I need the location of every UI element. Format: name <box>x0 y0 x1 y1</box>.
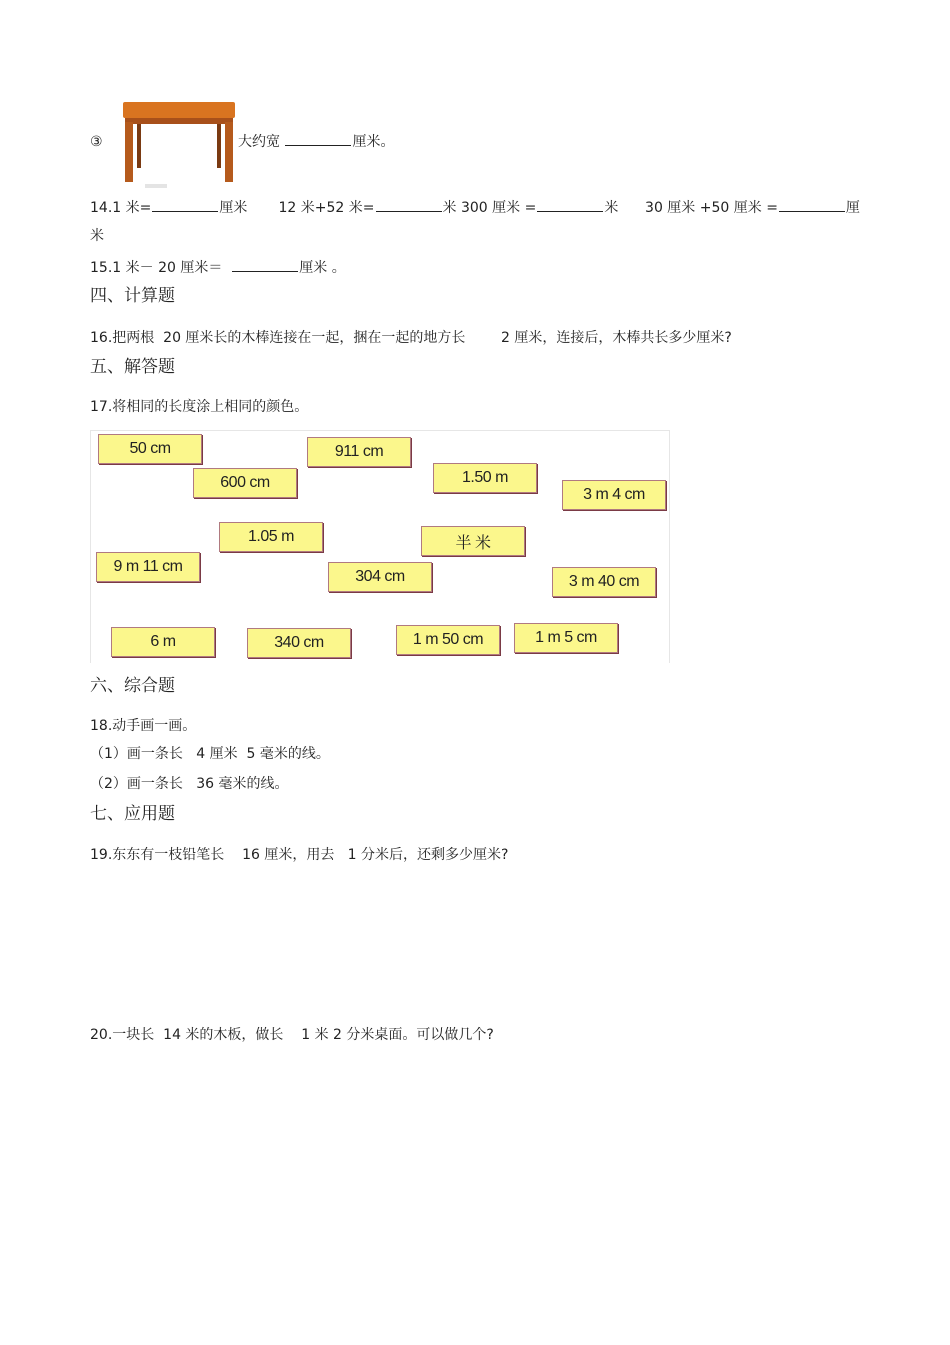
desk-image <box>121 102 237 188</box>
length-cards-figure <box>90 430 670 663</box>
section-heading: 六、综合题 <box>90 676 175 696</box>
answer-blank[interactable] <box>537 199 603 212</box>
answer-blank[interactable] <box>376 199 442 212</box>
question-14 <box>90 199 860 217</box>
text: 15.1 米－ 20 厘米＝ <box>90 260 223 276</box>
question-17: 17.将相同的长度涂上相同的颜色。 <box>90 399 309 415</box>
text: 14.1 米= <box>90 200 152 216</box>
text: 厘 <box>845 200 860 216</box>
question-marker: ③ <box>90 134 103 150</box>
length-card[interactable]: 304 cm <box>328 562 432 592</box>
length-card[interactable]: 3 m 40 cm <box>552 567 656 597</box>
section-heading: 五、解答题 <box>90 357 175 377</box>
length-card[interactable]: 6 m <box>111 627 215 657</box>
length-card[interactable]: 1 m 50 cm <box>396 625 500 655</box>
answer-blank[interactable] <box>232 259 298 272</box>
text: 厘米 。 <box>299 260 346 276</box>
answer-blank[interactable] <box>285 133 351 146</box>
length-card[interactable]: 1.50 m <box>433 463 537 493</box>
section-heading: 七、应用题 <box>90 804 175 824</box>
length-card[interactable]: 9 m 11 cm <box>96 552 200 582</box>
question-18-part-1: （1）画一条长 4 厘米 5 毫米的线。 <box>90 746 330 762</box>
question-20: 20.一块长 14 米的木板，做长 1 米 2 分米桌面。可以做几个? <box>90 1027 494 1043</box>
question-15 <box>90 259 346 277</box>
text: 厘米。 <box>352 134 395 150</box>
question-19: 19.东东有一枝铅笔长 16 厘米，用去 1 分米后，还剩多少厘米? <box>90 847 509 863</box>
question-18-part-2: （2）画一条长 36 毫米的线。 <box>90 776 289 792</box>
length-card[interactable]: 1 m 5 cm <box>514 623 618 653</box>
answer-blank[interactable] <box>779 199 845 212</box>
question-18-title: 18.动手画一画。 <box>90 718 197 734</box>
text: 30 厘米 +50 厘米 = <box>645 200 778 216</box>
answer-blank[interactable] <box>152 199 218 212</box>
section-heading: 四、计算题 <box>90 286 175 306</box>
length-card[interactable]: 半 米 <box>421 526 525 556</box>
text: 大约宽 <box>238 134 280 150</box>
length-card[interactable]: 3 m 4 cm <box>562 480 666 510</box>
question-16: 16.把两根 20 厘米长的木棒连接在一起，捆在一起的地方长 2 厘米，连接后，木棒共长多少厘米? <box>90 330 732 346</box>
text: 厘米 <box>219 200 248 216</box>
text: 300 厘米 = <box>460 200 537 216</box>
length-card[interactable]: 50 cm <box>98 434 202 464</box>
question-14-wrap: 米 <box>90 228 104 244</box>
text: 米 <box>442 200 457 216</box>
length-card[interactable]: 911 cm <box>307 437 411 467</box>
length-card[interactable]: 1.05 m <box>219 522 323 552</box>
text: 米 <box>604 200 619 216</box>
text: 12 米+52 米= <box>278 200 375 216</box>
length-card[interactable]: 340 cm <box>247 628 351 658</box>
question-13-3 <box>238 133 394 151</box>
length-card[interactable]: 600 cm <box>193 468 297 498</box>
